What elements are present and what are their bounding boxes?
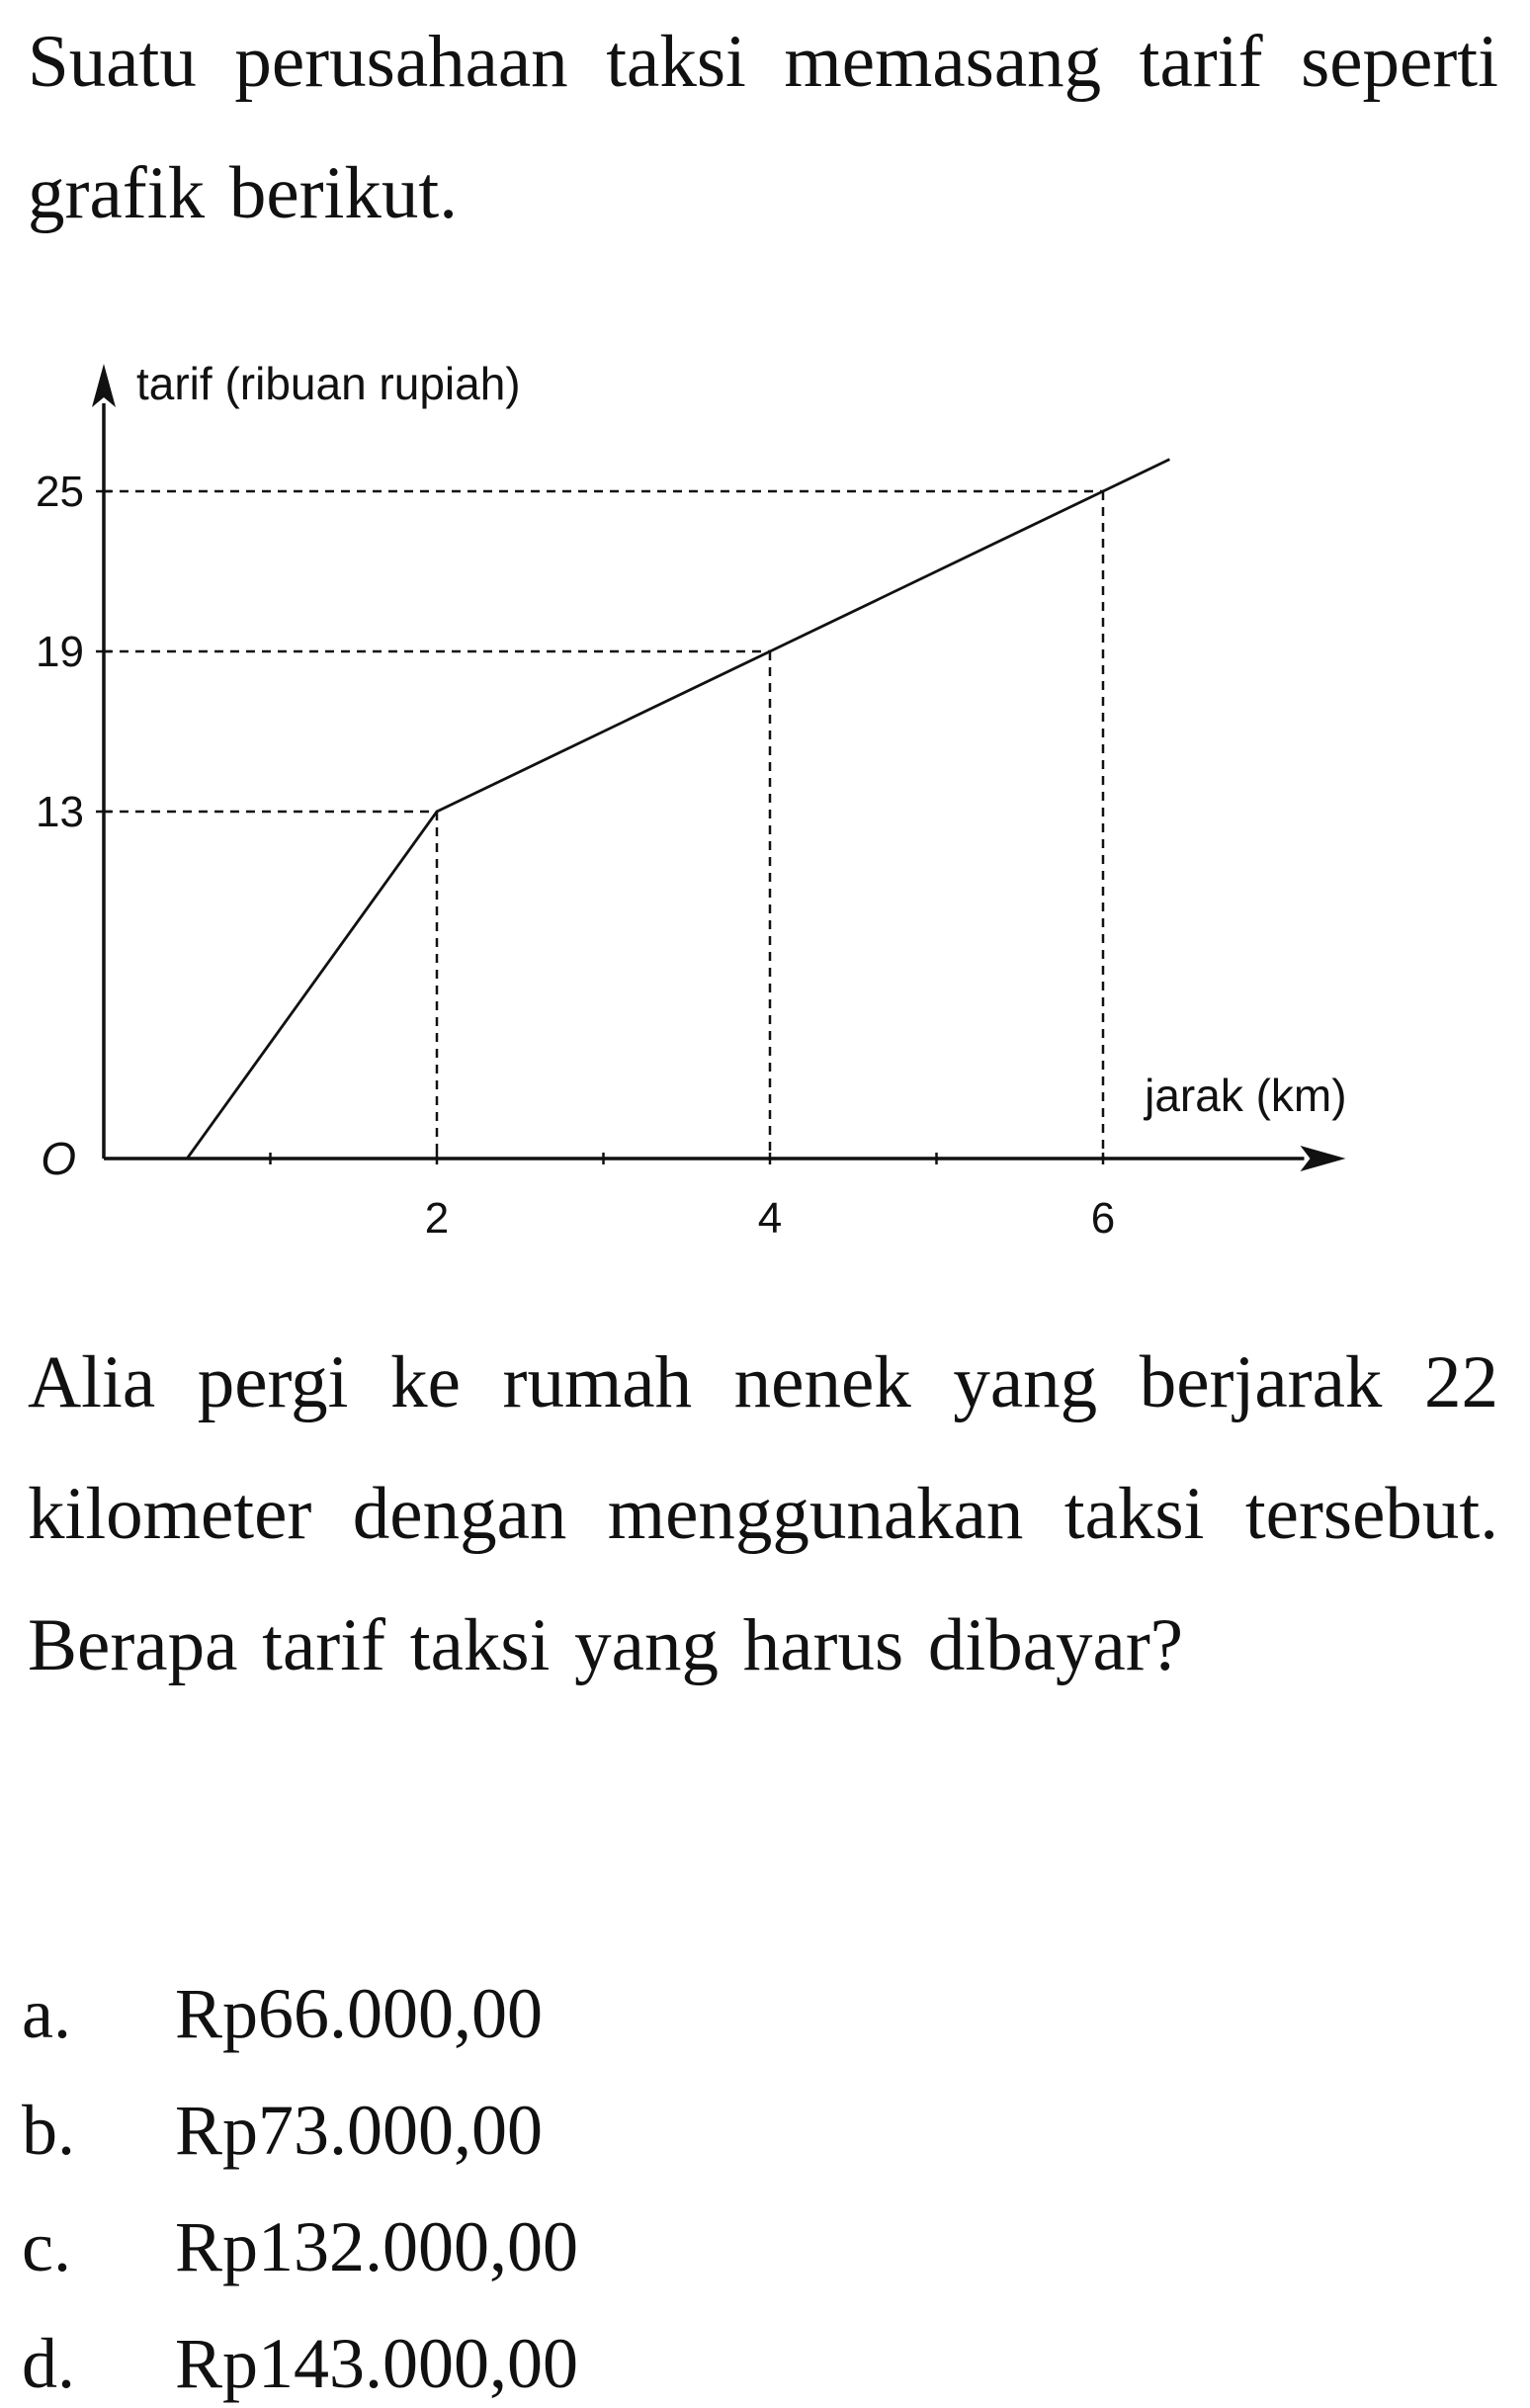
- option-letter: a.: [22, 1974, 71, 2053]
- series-group: [187, 460, 1169, 1159]
- x-tick-label-4: 4: [757, 1194, 783, 1243]
- origin-label: O: [41, 1133, 76, 1184]
- option-value: Rp73.000,00: [175, 2091, 544, 2170]
- option-value: Rp66.000,00: [175, 1974, 544, 2053]
- x-tick-label-6: 6: [1090, 1194, 1116, 1243]
- y-tick-label-13: 13: [36, 788, 84, 836]
- x-axis-arrow: [1301, 1146, 1346, 1171]
- option-value: Rp132.000,00: [175, 2207, 579, 2286]
- y-tick-label-19: 19: [36, 628, 84, 676]
- fare-chart: [0, 267, 1530, 1255]
- chart-axes: [92, 364, 1346, 1171]
- series-line: [187, 460, 1169, 1159]
- x-axis-label: jarak (km): [1145, 1070, 1347, 1121]
- question-text: Alia pergi ke rumah nenek yang berjarak 22 kilometer dengan menggunakan taksi tersebut. Berapa tarif taksi yang harus dibayar?: [28, 1341, 1498, 1686]
- y-axis-arrow: [92, 364, 116, 407]
- y-tick-label-25: 25: [36, 468, 84, 516]
- option-letter: c.: [22, 2207, 71, 2286]
- intro-text: Suatu perusahaan taksi memasang tarif seperti grafik berikut.: [28, 21, 1498, 234]
- option-value: Rp143.000,00: [175, 2324, 579, 2403]
- option-letter: d.: [22, 2324, 75, 2403]
- y-axis-label: tarif (ribuan rupiah): [136, 358, 521, 409]
- x-tick-label-2: 2: [424, 1194, 450, 1243]
- dashed-guides: [104, 491, 1103, 1159]
- option-letter: b.: [22, 2091, 75, 2170]
